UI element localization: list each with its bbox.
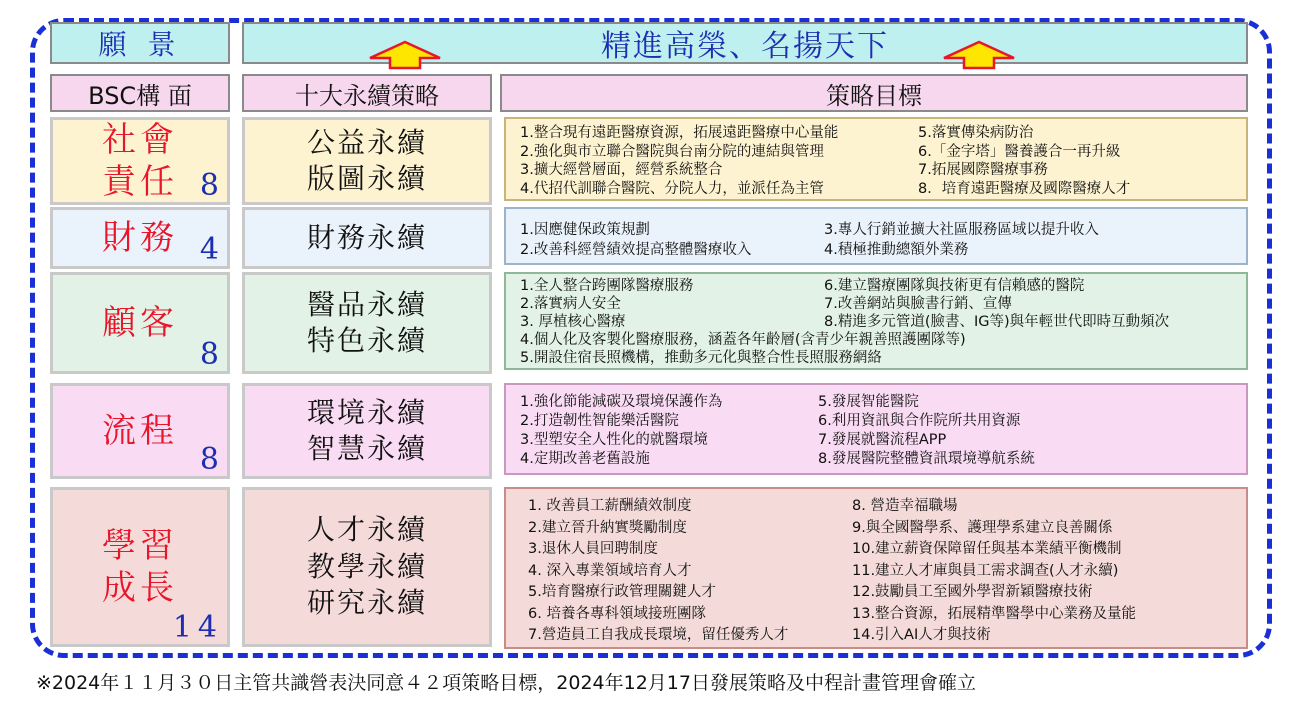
goal-count: 8 bbox=[199, 336, 223, 372]
goal-item: 4.代招代訓聯合醫院、分院人力，並派任為主管 bbox=[520, 180, 824, 197]
dimension-social bbox=[50, 117, 230, 205]
goal-item: 7.發展就醫流程APP bbox=[818, 432, 947, 448]
goal-item: 3. 厚植核心醫療 bbox=[520, 314, 626, 330]
goal-item: 6. 培養各專科領域接班團隊 bbox=[528, 605, 706, 622]
dimension-label: 流程 bbox=[102, 410, 178, 451]
strategy-learning bbox=[242, 487, 492, 647]
goal-count: 14 bbox=[172, 609, 223, 645]
goal-count: 8 bbox=[199, 441, 223, 477]
goals-finance bbox=[504, 207, 1248, 265]
goal-item: 8．培育遠距醫療及國際醫療人才 bbox=[918, 180, 1131, 197]
strategy-label: 人才永續 bbox=[306, 513, 427, 547]
strategy-finance bbox=[242, 207, 492, 269]
footnote: ※2024年１１月３０日主管共識營表決同意４２項策略目標，2024年12月17日發展策略及中程計畫管理會確立 bbox=[36, 672, 976, 694]
dimension-finance bbox=[50, 207, 230, 269]
goal-item: 4.個人化及客製化醫療服務，涵蓋各年齡層(含青少年親善照護團隊等) bbox=[520, 332, 966, 348]
strategy-label: 教學永續 bbox=[306, 549, 427, 583]
strategy-label: 醫品永續 bbox=[306, 287, 427, 321]
goal-item: 8.精進多元管道(臉書、IG等)與年輕世代即時互動頻次 bbox=[824, 314, 1170, 330]
vision-slogan: 精進高榮、名揚天下 bbox=[242, 22, 1248, 64]
strategy-social bbox=[242, 117, 492, 205]
goals-learning bbox=[504, 487, 1248, 649]
goals-customer bbox=[504, 272, 1248, 370]
strategy-label: 智慧永續 bbox=[306, 432, 427, 465]
goal-item: 6.利用資訊與合作院所共用資源 bbox=[818, 413, 1021, 429]
goal-item: 1.整合現有遠距醫療資源，拓展遠距醫療中心量能 bbox=[520, 125, 839, 141]
goal-item: 9.與全國醫學系、護理學系建立良善關係 bbox=[852, 519, 1113, 536]
goal-item: 4.積極推動總額外業務 bbox=[824, 242, 969, 258]
dimension-learning bbox=[50, 487, 230, 647]
goal-item: 5.發展智能醫院 bbox=[818, 394, 919, 410]
goal-item: 12.鼓勵員工至國外學習新穎醫療技術 bbox=[852, 584, 1093, 600]
goal-item: 2.打造韌性智能樂活醫院 bbox=[520, 413, 679, 429]
up-arrow-icon bbox=[942, 40, 1016, 70]
up-arrow-icon bbox=[368, 40, 442, 70]
strategy-label: 環境永續 bbox=[306, 395, 427, 429]
goal-item: 2.建立晉升納實獎勵制度 bbox=[528, 519, 687, 536]
goal-item: 13.整合資源，拓展精準醫學中心業務及量能 bbox=[852, 605, 1137, 622]
goal-item: 5.培育醫療行政管理關鍵人才 bbox=[528, 584, 716, 600]
strategy-label: 研究永續 bbox=[306, 586, 427, 620]
goal-item: 3.退休人員回聘制度 bbox=[528, 541, 658, 557]
strategy-label: 版圖永續 bbox=[306, 162, 427, 195]
goal-item: 2.改善科經營績效提高整體醫療收入 bbox=[520, 242, 752, 258]
goal-header: 策略目標 bbox=[500, 74, 1248, 112]
strategy-label: 財務永續 bbox=[306, 220, 427, 254]
strategy-process bbox=[242, 383, 492, 479]
goal-item: 10.建立薪資保障留任與基本業績平衡機制 bbox=[852, 541, 1122, 557]
goal-item: 7.拓展國際醫療事務 bbox=[918, 162, 1048, 178]
dimension-label: 社會 bbox=[102, 119, 178, 160]
goal-item: 7.改善網站與臉書行銷、宣傳 bbox=[824, 296, 1012, 312]
goal-item: 6.建立醫療團隊與技術更有信賴感的醫院 bbox=[824, 278, 1085, 294]
goal-item: 1.強化節能減碳及環境保護作為 bbox=[520, 394, 723, 410]
strategy-customer bbox=[242, 272, 492, 374]
goal-item: 1.因應健保政策規劃 bbox=[520, 222, 650, 238]
goal-item: 1.全人整合跨團隊醫療服務 bbox=[520, 278, 694, 294]
goal-item: 7.營造員工自我成長環境，留任優秀人才 bbox=[528, 627, 789, 643]
goal-item: 8.發展醫院整體資訊環境導航系統 bbox=[818, 451, 1035, 467]
goals-process bbox=[504, 383, 1248, 475]
goal-count: 8 bbox=[199, 167, 223, 203]
goals-social bbox=[504, 117, 1248, 201]
goal-item: 2.強化與市立聯合醫院與台南分院的連結與管理 bbox=[520, 143, 824, 160]
vision-label: 願 景 bbox=[50, 22, 230, 64]
strategy-header: 十大永續策略 bbox=[242, 74, 492, 112]
goal-item: 4. 深入專業領域培育人才 bbox=[528, 562, 692, 579]
goal-count: 4 bbox=[199, 231, 223, 267]
goal-item: 4.定期改善老舊設施 bbox=[520, 451, 650, 467]
goal-item: 5.落實傳染病防治 bbox=[918, 125, 1034, 141]
dimension-label: 學習 bbox=[102, 525, 178, 566]
strategy-label: 公益永續 bbox=[306, 125, 427, 159]
goal-item: 3.擴大經營層面，經營系統整合 bbox=[520, 162, 723, 178]
goal-item: 14.引入AI人才與技術 bbox=[852, 627, 991, 643]
goal-item: 3.型塑安全人性化的就醫環境 bbox=[520, 432, 708, 448]
goal-item: 1. 改善員工薪酬績效制度 bbox=[528, 498, 692, 514]
goal-item: 2.落實病人安全 bbox=[520, 296, 621, 312]
goal-item: 8. 營造幸福職場 bbox=[852, 498, 958, 514]
dimension-label: 顧客 bbox=[102, 302, 178, 343]
goal-item: 6.「金字塔」醫養護合一再升級 bbox=[918, 143, 1121, 160]
goal-item: 3.專人行銷並擴大社區服務區域以提升收入 bbox=[824, 222, 1099, 238]
strategy-label: 特色永續 bbox=[306, 324, 427, 357]
goal-item: 5.開設住宿長照機構，推動多元化與整合性長照服務網絡 bbox=[520, 350, 882, 366]
dimension-process bbox=[50, 383, 230, 479]
dimension-label: 責任 bbox=[102, 162, 178, 202]
goal-item: 11.建立人才庫與員工需求調查(人才永續) bbox=[852, 562, 1119, 579]
dimension-customer bbox=[50, 272, 230, 374]
dimension-label: 財務 bbox=[102, 217, 178, 258]
bsc-header: BSC構 面 bbox=[50, 74, 230, 112]
dimension-label: 成長 bbox=[102, 568, 178, 608]
